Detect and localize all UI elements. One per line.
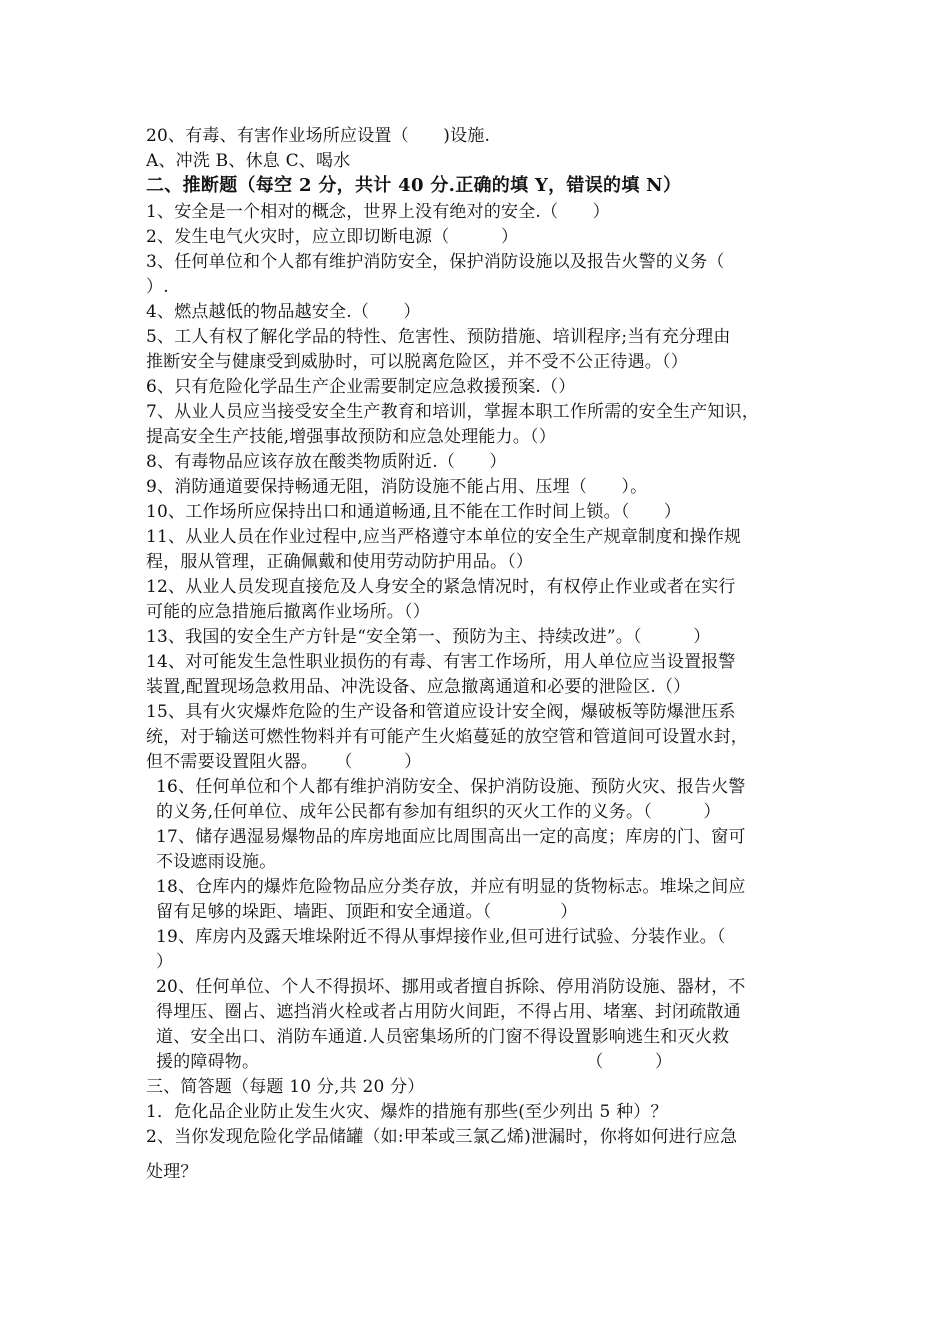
judgement-item-14: 14、对可能发生急性职业损伤的有毒、有害工作场所，用人单位应当设置报警 <box>146 652 736 672</box>
judgement-item-5: 5、工人有权了解化学品的特性、危害性、预防措施、培训程序;当有充分理由 <box>146 327 731 347</box>
short-answer-2: 2、当你发现危险化学品储罐（如:甲苯或三氯乙烯)泄漏时，你将如何进行应急 <box>146 1127 738 1147</box>
judgement-item-20-cont: 得埋压、圈占、遮挡消火栓或者占用防火间距，不得占用、堵塞、封闭疏散通 <box>156 1002 741 1022</box>
judgement-item-5-cont: 推断安全与健康受到威胁时，可以脱离危险区，并不受不公正待遇。（） <box>146 352 688 372</box>
mc-question-20-options: A、冲洗 B、休息 C、喝水 <box>146 151 351 171</box>
judgement-item-17-cont: 不设遮雨设施。 <box>156 852 277 872</box>
judgement-item-7: 7、从业人员应当接受安全生产教育和培训，掌握本职工作所需的安全生产知识， <box>146 402 760 422</box>
judgement-item-4: 4、燃点越低的物品越安全.（ ） <box>146 302 421 322</box>
judgement-item-16-cont: 的义务,任何单位、成年公民都有参加有组织的灭火工作的义务。（ ） <box>156 802 721 822</box>
judgement-item-6: 6、只有危险化学品生产企业需要制定应急救援预案.（） <box>146 377 576 397</box>
judgement-item-12: 12、从业人员发现直接危及人身安全的紧急情况时，有权停止作业或者在实行 <box>146 577 736 597</box>
judgement-item-10: 10、工作场所应保持出口和通道畅通,且不能在工作时间上锁。（ ） <box>146 502 682 522</box>
judgement-item-14-cont: 装置,配置现场急救用品、冲洗设备、应急撤离通道和必要的泄险区.（） <box>146 677 691 697</box>
judgement-item-20: 20、任何单位、个人不得损坏、挪用或者擅自拆除、停用消防设施、器材，不 <box>156 977 746 997</box>
judgement-item-15-cont: 统，对于输送可燃性物料并有可能产生火焰蔓延的放空管和管道间可设置水封， <box>146 727 748 747</box>
judgement-item-8: 8、有毒物品应该存放在酸类物质附近.（ ） <box>146 452 507 472</box>
judgement-item-19: 19、库房内及露天堆垛附近不得从事焊接作业,但可进行试验、分装作业。（ <box>156 927 726 947</box>
judgement-item-18: 18、仓库内的爆炸危险物品应分类存放，并应有明显的货物标志。堆垛之间应 <box>156 877 746 897</box>
judgement-item-7-cont: 提高安全生产技能,增强事故预防和应急处理能力。（） <box>146 427 556 447</box>
short-answer-2-cont: 处理？ <box>146 1162 198 1182</box>
judgement-item-20-cont-3: 援的障碍物。 （ ） <box>156 1052 673 1072</box>
judgement-item-1: 1、安全是一个相对的概念，世界上没有绝对的安全.（ ） <box>146 202 610 222</box>
section-3-heading: 三、简答题（每题 10 分,共 20 分） <box>146 1077 425 1097</box>
judgement-item-17: 17、储存遇湿易爆物品的库房地面应比周围高出一定的高度；库房的门、窗可 <box>156 827 746 847</box>
judgement-item-20-cont-2: 道、安全出口、消防车通道.人员密集场所的门窗不得设置影响逃生和灭火救 <box>156 1027 730 1047</box>
judgement-item-18-cont: 留有足够的垛距、墙距、顶距和安全通道。（ ） <box>156 902 578 922</box>
judgement-item-12-cont: 可能的应急措施后撤离作业场所。（） <box>146 602 430 622</box>
judgement-item-9: 9、消防通道要保持畅通无阻，消防设施不能占用、压埋（ ）。 <box>146 477 648 497</box>
judgement-item-15: 15、具有火灾爆炸危险的生产设备和管道应设计安全阀，爆破板等防爆泄压系 <box>146 702 736 722</box>
judgement-item-3-cont: ）. <box>146 277 169 297</box>
judgement-item-16: 16、任何单位和个人都有维护消防安全、保护消防设施、预防火灾、报告火警 <box>156 777 746 797</box>
short-answer-1: 1．危化品企业防止发生火灾、爆炸的措施有那些(至少列出 5 种）？ <box>146 1102 668 1122</box>
section-2-heading: 二、推断题（每空 2 分，共计 40 分.正确的填 Y，错误的填 N） <box>146 175 682 196</box>
judgement-item-19-cont: ） <box>156 952 174 972</box>
judgement-item-2: 2、发生电气火灾时，应立即切断电源（ ） <box>146 227 519 247</box>
judgement-item-11-cont: 程，服从管理，正确佩戴和使用劳动防护用品。（） <box>146 552 534 572</box>
judgement-item-3: 3、任何单位和个人都有维护消防安全，保护消防设施以及报告火警的义务（ <box>146 252 725 272</box>
judgement-item-11: 11、从业人员在作业过程中,应当严格遵守本单位的安全生产规章制度和操作规 <box>146 527 742 547</box>
mc-question-20: 20、有毒、有害作业场所应设置（ )设施. <box>146 126 491 146</box>
judgement-item-15-cont-2: 但不需要设置阻火器。 （ ） <box>146 752 422 772</box>
judgement-item-13: 13、我国的安全生产方针是“安全第一、预防为主、持续改进”。（ ） <box>146 627 711 647</box>
